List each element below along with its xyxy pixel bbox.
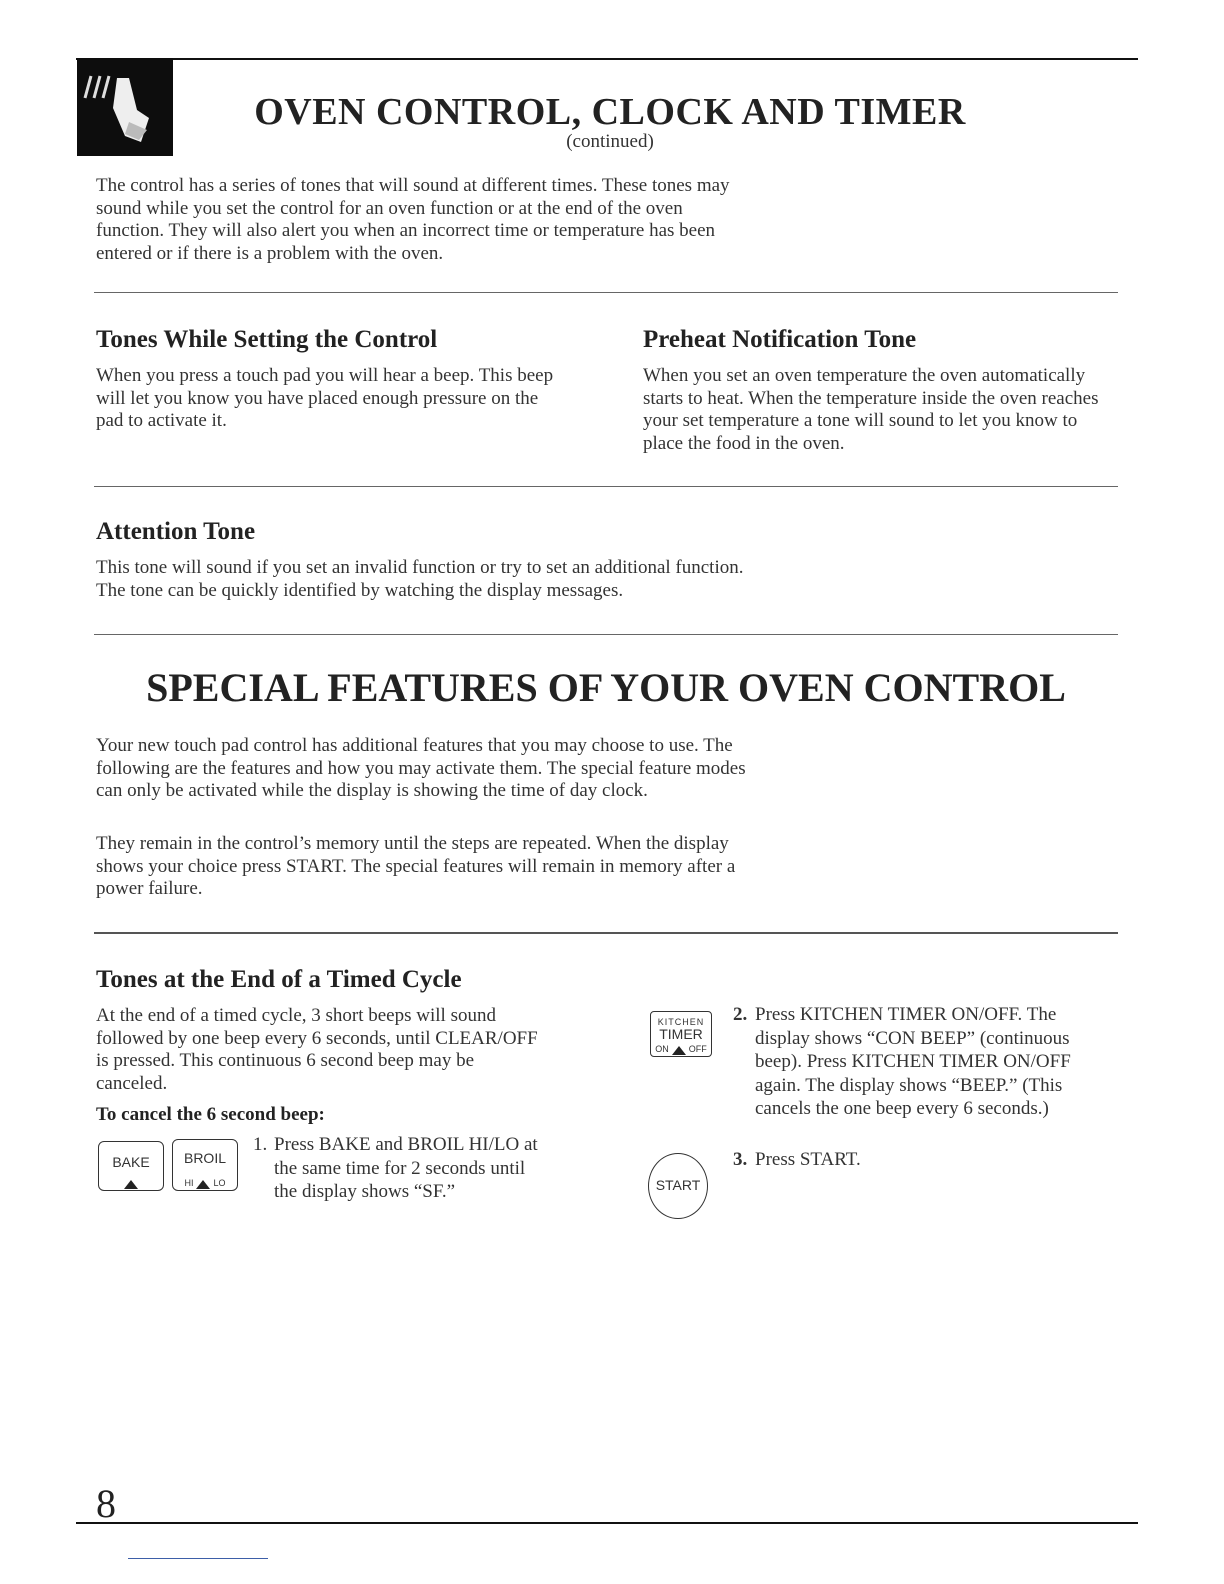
- step-3-text: Press START.: [755, 1149, 861, 1170]
- attention-heading: Attention Tone: [96, 518, 256, 545]
- bake-pad-label: BAKE: [112, 1154, 150, 1170]
- tones-setting-heading: Tones While Setting the Control: [96, 326, 438, 353]
- bottom-rule: [76, 1522, 1138, 1524]
- broil-pad-label: BROIL: [183, 1150, 226, 1166]
- section-divider: [94, 292, 1118, 293]
- step-2-text: Press KITCHEN TIMER ON/OFF. The display shows “CON BEEP” (continuous beep). Press KITCHEN TIMER ON/OFF again. The display shows “BEEP.” (This cancels the one beep every 6 seconds.): [755, 1004, 1071, 1119]
- section-divider: [94, 932, 1118, 934]
- special-paragraph-1: Your new touch pad control has additional features that you may choose to use. The following are the features and how you may activate them. The special feature modes can only be activated while the display is showing the time of day clock.: [96, 735, 746, 802]
- page-title: OVEN CONTROL, CLOCK AND TIMER: [254, 91, 966, 133]
- kitchen-label: KITCHEN: [657, 1017, 705, 1027]
- start-pad-icon: [648, 1153, 708, 1219]
- timer-on-label: ON: [655, 1044, 669, 1054]
- page-subtitle: (continued): [566, 131, 654, 152]
- section-divider: [94, 486, 1118, 487]
- broil-hi-lo-row: [177, 1178, 233, 1189]
- broil-arrow-icon: [196, 1180, 210, 1189]
- intro-paragraph: The control has a series of tones that will sound at different times. These tones may sound while you set the control for an oven function or at the end of the oven function. They will also alert you when an incorrect time or temperature has been entered or if there is a problem with the oven.: [96, 175, 730, 264]
- bake-arrow-icon: [124, 1180, 138, 1189]
- tones-setting-body: When you press a touch pad you will hear a beep. This beep will let you know you have placed enough pressure on the pad to activate it.: [96, 365, 554, 432]
- timed-cycle-body: At the end of a timed cycle, 3 short beeps will sound followed by one beep every 6 seconds, until CLEAR/OFF is pressed. This continuous 6 second beep may be canceled.: [96, 1005, 538, 1094]
- attention-body: This tone will sound if you set an invalid function or try to set an additional function. The tone can be quickly identified by watching the display messages.: [96, 557, 744, 601]
- bake-pad-icon: [98, 1141, 164, 1191]
- special-paragraph-2: They remain in the control’s memory until the steps are repeated. When the display shows your choice press START. The special features will remain in memory after a power failure.: [96, 833, 736, 900]
- kitchen-timer-pad-icon: [650, 1011, 712, 1057]
- timer-on-off-row: [655, 1044, 707, 1055]
- broil-lo-label: LO: [213, 1178, 226, 1188]
- step-2-number: 2.: [733, 1004, 748, 1025]
- timer-arrow-icon: [672, 1046, 686, 1055]
- footer-accent-line: [128, 1558, 268, 1559]
- oven-logo-icon: [77, 58, 173, 156]
- timer-off-label: OFF: [688, 1044, 707, 1054]
- start-pad-label: START: [655, 1177, 701, 1193]
- timer-label: TIMER: [659, 1026, 703, 1042]
- step-1-text: Press BAKE and BROIL HI/LO at the same time for 2 seconds until the display shows “SF.”: [274, 1134, 538, 1202]
- preheat-body: When you set an oven temperature the oven automatically starts to heat. When the temperature inside the oven reaches your set temperature a tone will sound to let you know to place the food in the oven.: [643, 365, 1099, 454]
- section-divider: [94, 634, 1118, 635]
- broil-hi-label: HI: [184, 1178, 194, 1188]
- step-1-number: 1.: [253, 1134, 268, 1155]
- top-rule: [76, 58, 1138, 60]
- special-features-heading: SPECIAL FEATURES OF YOUR OVEN CONTROL: [146, 665, 1066, 710]
- broil-pad-icon: [172, 1139, 238, 1191]
- cancel-beep-heading: To cancel the 6 second beep:: [96, 1104, 325, 1125]
- step-3-number: 3.: [733, 1149, 748, 1170]
- timed-cycle-heading: Tones at the End of a Timed Cycle: [96, 966, 462, 993]
- preheat-heading: Preheat Notification Tone: [643, 326, 917, 353]
- page-number: 8: [96, 1481, 116, 1526]
